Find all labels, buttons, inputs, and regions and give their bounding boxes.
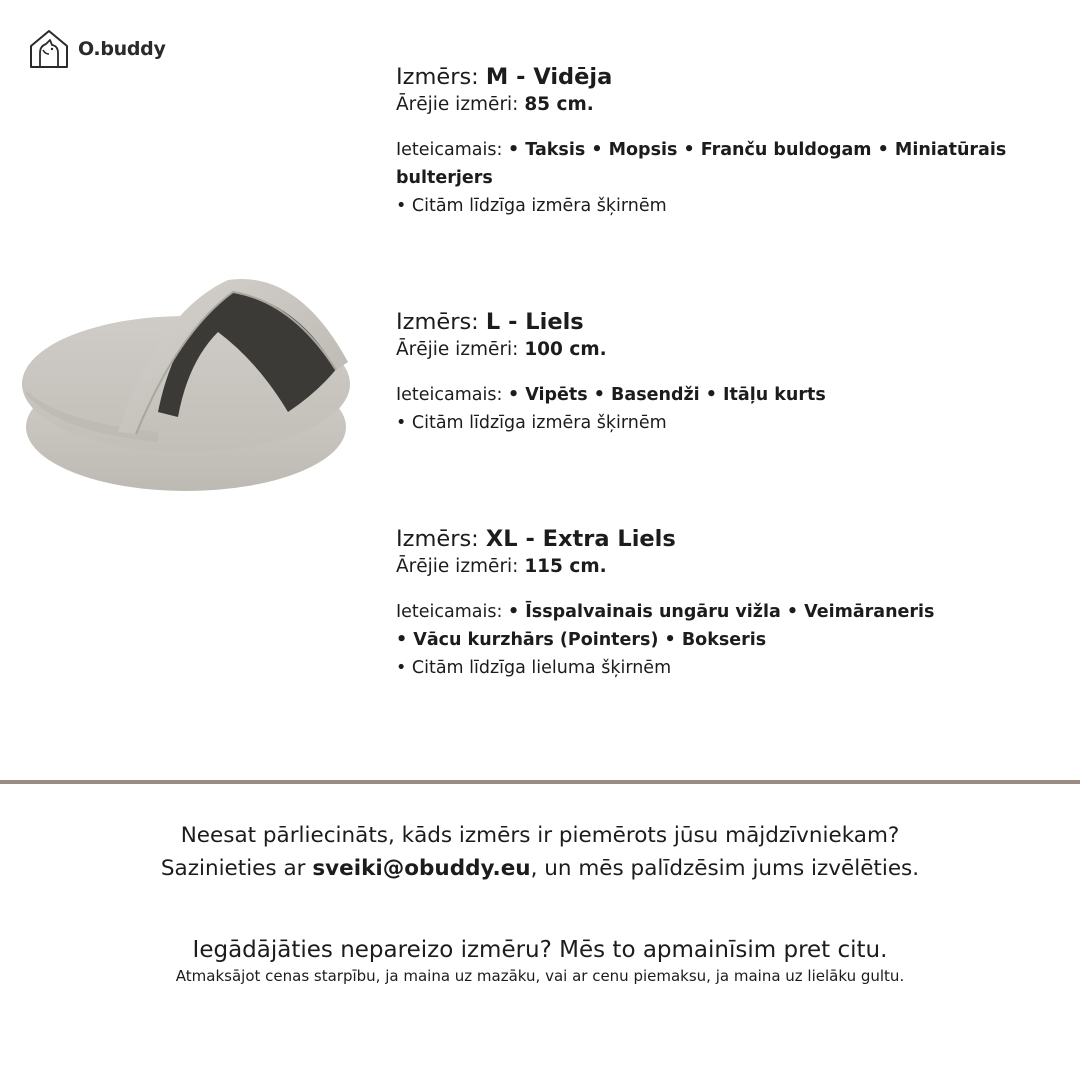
size-l-recommended: Ieteicamais: • Vipēts • Basendži • Itāļu kurts xyxy=(396,385,826,405)
size-l-dimensions: Ārējie izmēri: 100 cm. xyxy=(396,339,607,360)
size-l-heading: Izmērs: L - Liels xyxy=(396,309,584,335)
size-m-recommended: Ieteicamais: • Taksis • Mopsis • Franču buldogam • Miniatūrais bulterjers xyxy=(396,140,1007,188)
size-m-dimensions: Ārējie izmēri: 85 cm. xyxy=(396,94,594,115)
dog-cave-bed-image xyxy=(18,272,354,498)
house-dog-icon xyxy=(28,28,70,70)
brand-name: O.buddy xyxy=(78,38,166,60)
exchange-note: Atmaksājot cenas starpību, ja maina uz mazāku, vai ar cenu piemaksu, ja maina uz lielāku gultu. xyxy=(175,967,905,985)
size-l-other: • Citām līdzīga izmēra šķirnēm xyxy=(396,413,667,433)
size-xl-dimensions: Ārējie izmēri: 115 cm. xyxy=(396,556,607,577)
section-divider xyxy=(0,780,1080,784)
contact-email-link[interactable]: sveiki@obuddy.eu xyxy=(312,856,531,881)
size-question: Neesat pārliecināts, kāds izmērs ir piemērots jūsu mājdzīvniekam? xyxy=(180,823,900,848)
size-xl-heading: Izmērs: XL - Extra Liels xyxy=(396,526,676,552)
brand-logo xyxy=(28,28,166,70)
size-xl-recommended: Ieteicamais: • Īsspalvainais ungāru vižla • Veimāraneris • Vācu kurzhārs (Pointers) • Bokseris xyxy=(396,602,935,650)
size-xl-block xyxy=(396,524,1036,682)
size-m-other: • Citām līdzīga izmēra šķirnēm xyxy=(396,196,667,216)
contact-line: Sazinieties ar sveiki@obuddy.eu, un mēs palīdzēsim jums izvēlēties. xyxy=(160,856,920,881)
exchange-title: Iegādājāties nepareizo izmēru? Mēs to apmainīsim pret citu. xyxy=(192,937,888,963)
size-xl-other: • Citām līdzīga lieluma šķirnēm xyxy=(396,658,672,678)
size-l-block xyxy=(396,307,1036,437)
size-m-block xyxy=(396,62,1036,220)
size-m-heading: Izmērs: M - Vidēja xyxy=(396,64,613,90)
